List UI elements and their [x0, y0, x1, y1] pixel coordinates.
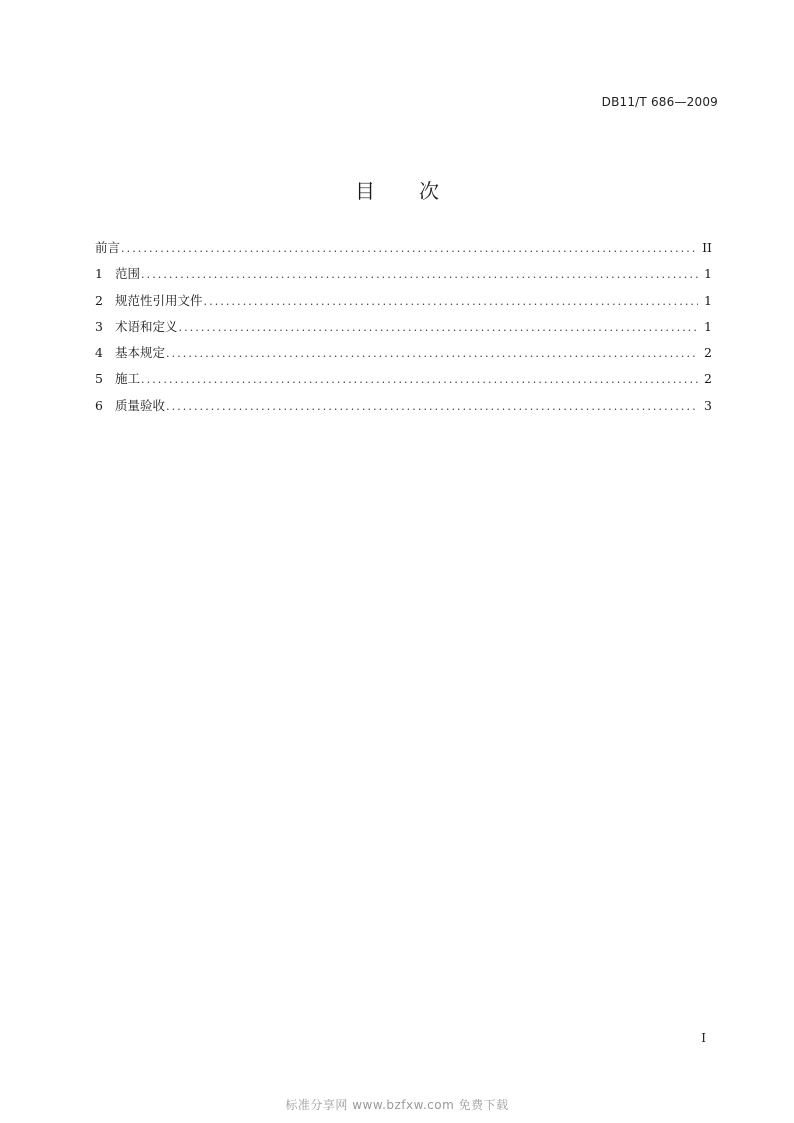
toc-entry-number: 5 [95, 371, 103, 387]
toc-entry-scope[interactable] [95, 264, 712, 290]
toc-leader-dots [165, 400, 698, 413]
toc-entry-basic-provisions[interactable] [95, 343, 712, 369]
toc-entry-number: 4 [95, 345, 103, 361]
toc-entry-label: 质量验收 [115, 397, 166, 413]
toc-entry-number: 3 [95, 318, 103, 334]
toc-entry-page: II [702, 240, 712, 255]
toc-leader-dots [203, 295, 698, 308]
toc-entry-number: 6 [95, 397, 103, 413]
toc-entry-terms-definitions[interactable] [95, 317, 712, 343]
toc-entry-page: 1 [704, 266, 712, 282]
page-title: 目次 [355, 179, 483, 203]
toc-entry-label: 规范性引用文件 [115, 292, 203, 308]
toc-entry-page: 3 [704, 397, 712, 413]
toc-entry-number: 2 [95, 292, 103, 308]
toc-entry-page: 2 [704, 371, 712, 387]
toc-entry-label: 范围 [115, 266, 141, 282]
toc-leader-dots [140, 268, 698, 281]
toc-entry-normative-references[interactable] [95, 291, 712, 317]
toc-leader-dots [120, 242, 698, 255]
toc-entry-label: 术语和定义 [115, 318, 178, 334]
page-number: I [701, 1031, 706, 1045]
standard-code: DB11/T 686—2009 [601, 95, 718, 109]
toc-entry-quality-acceptance[interactable] [95, 396, 712, 422]
toc-leader-dots [178, 321, 698, 334]
table-of-contents [95, 238, 712, 422]
toc-entry-construction[interactable] [95, 369, 712, 395]
toc-leader-dots [165, 347, 698, 360]
toc-entry-page: 1 [704, 292, 712, 308]
toc-entry-label: 施工 [115, 371, 141, 387]
toc-leader-dots [140, 373, 698, 386]
toc-entry-label: 前言 [95, 240, 121, 255]
toc-entry-page: 1 [704, 318, 712, 334]
watermark-text: 标准分享网 www.bzfxw.com 免费下载 [285, 1098, 509, 1112]
toc-entry-number: 1 [95, 266, 103, 282]
toc-entry-label: 基本规定 [115, 345, 166, 361]
toc-entry-page: 2 [704, 345, 712, 361]
toc-entry-foreword[interactable] [95, 238, 712, 264]
